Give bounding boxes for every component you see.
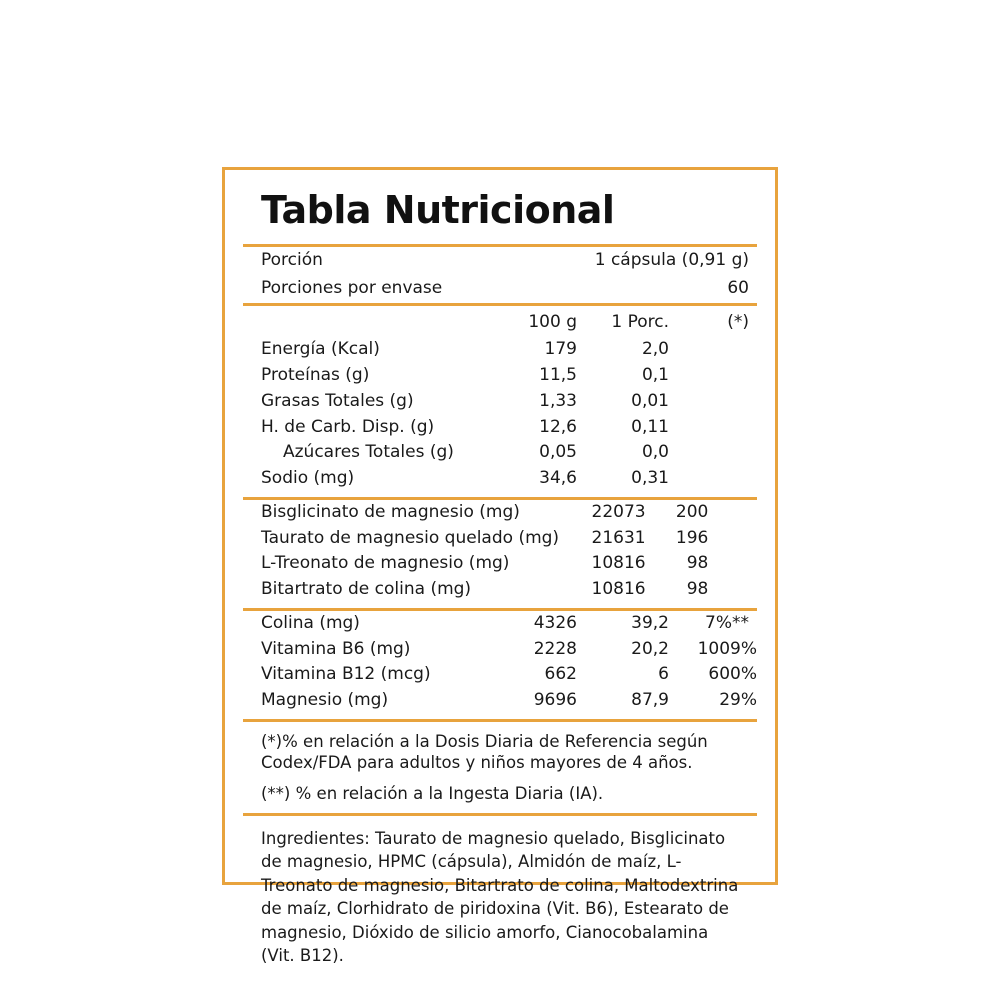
servings-per-container-value: 60: [727, 277, 749, 298]
header-per-100g: 100 g: [528, 311, 577, 332]
compound-label: Bitartrato de colina (mg): [261, 579, 472, 599]
nutrient-per-portion: 0,31: [631, 468, 669, 488]
nutrient-label: Energía (Kcal): [261, 339, 380, 360]
table-row: [243, 526, 757, 552]
nutrient-label: Azúcares Totales (g): [283, 442, 454, 463]
nutrient-daily-value: [669, 415, 757, 441]
micro-daily-value: 600%: [708, 664, 757, 685]
macros-table: [243, 306, 757, 492]
micronutrients-table: [243, 611, 757, 714]
micro-daily-value: 7%**: [705, 612, 749, 633]
compound-label: Bisglicinato de magnesio (mg): [261, 501, 520, 522]
nutrient-daily-value: [669, 389, 757, 415]
compound-daily-value: [708, 551, 757, 577]
table-row: [243, 363, 757, 389]
compound-label: L-Treonato de magnesio (mg): [261, 553, 510, 574]
compound-label: Taurato de magnesio quelado (mg): [261, 527, 560, 548]
header-spacer: [243, 306, 459, 338]
compound-per-100g: 21631: [591, 527, 646, 548]
header-daily-value: (*): [727, 311, 749, 332]
nutrient-per-portion: 2,0: [641, 339, 669, 360]
compound-daily-value: [708, 526, 757, 552]
compound-per-portion: 200: [675, 501, 709, 522]
table-row: [243, 688, 757, 714]
micro-per-portion: 20,2: [631, 638, 669, 659]
nutrient-per-100g: 34,6: [539, 468, 577, 488]
table-row: [243, 337, 757, 363]
micro-per-portion: 39,2: [631, 612, 669, 633]
nutrient-per-portion: 0,1: [641, 365, 669, 385]
nutrient-daily-value: [669, 337, 757, 363]
table-row: [243, 466, 757, 492]
table-row: [243, 440, 757, 466]
nutrient-per-100g: 12,6: [539, 416, 577, 437]
table-row: [243, 247, 757, 275]
nutrient-per-portion: 0,01: [631, 390, 669, 411]
table-row: [243, 500, 757, 526]
nutrient-per-100g: 0,05: [539, 442, 577, 463]
compound-daily-value: [708, 577, 757, 603]
micro-daily-value: 29%: [719, 690, 757, 710]
page-title: Tabla Nutricional: [261, 188, 615, 232]
table-row: [243, 637, 757, 663]
header-per-portion: 1 Porc.: [611, 311, 669, 332]
compounds-table: [243, 500, 757, 603]
compound-per-100g: 10816: [591, 579, 646, 599]
nutrient-label: Sodio (mg): [261, 468, 355, 488]
nutrient-per-100g: 1,33: [539, 390, 577, 411]
nutrient-per-100g: 11,5: [539, 365, 577, 385]
nutrient-daily-value: [669, 363, 757, 389]
table-row: [243, 577, 757, 603]
servings-per-container-label: Porciones por envase: [261, 277, 443, 298]
nutrient-per-portion: 0,0: [641, 442, 669, 463]
nutrient-label: H. de Carb. Disp. (g): [261, 416, 435, 437]
micro-per-portion: 87,9: [631, 690, 669, 710]
micro-label: Colina (mg): [261, 612, 360, 633]
table-row: [243, 611, 757, 637]
table-row: [243, 662, 757, 688]
nutrient-label: Grasas Totales (g): [261, 390, 414, 411]
compound-per-100g: 10816: [591, 553, 646, 574]
nutrient-per-portion: 0,11: [631, 416, 669, 437]
compound-per-portion: 98: [686, 553, 709, 574]
ingredients-text: Ingredientes: Taurato de magnesio quelado, Bisglicinato de magnesio, HPMC (cápsula), Almidón de maíz, L-Treonato de magnesio, Bitartrato de colina, Maltodextrina de maíz, Clorhidrato de piridoxina (Vit. B6), Estearato de magnesio, Dióxido de silicio amorfo, Cianocobalamina (Vit. B12).: [261, 829, 739, 966]
micro-per-100g: 2228: [533, 638, 577, 659]
compound-per-portion: 98: [686, 579, 709, 599]
table-row: [243, 389, 757, 415]
nutrition-facts-panel: [222, 167, 778, 966]
micro-label: Vitamina B12 (mcg): [261, 664, 431, 685]
compound-daily-value: [708, 500, 757, 526]
footnote-daily-value: (*)% en relación a la Dosis Diaria de Referencia según Codex/FDA para adultos y niños mayores de 4 años.: [261, 731, 708, 773]
serving-table: [243, 247, 757, 303]
micro-per-100g: 9696: [533, 690, 577, 710]
table-row: [243, 415, 757, 441]
column-headers-row: [243, 306, 757, 338]
micro-per-100g: 662: [544, 664, 577, 685]
compound-per-portion: 196: [675, 527, 709, 548]
nutrient-daily-value: [669, 440, 757, 466]
micro-label: Vitamina B6 (mg): [261, 638, 411, 659]
table-row: [243, 551, 757, 577]
micro-per-portion: 6: [658, 664, 669, 685]
micro-label: Magnesio (mg): [261, 690, 389, 710]
serving-label: Porción: [261, 250, 323, 270]
nutrient-label: Proteínas (g): [261, 365, 370, 385]
nutrient-daily-value: [669, 466, 757, 492]
micro-daily-value: 1009%: [697, 638, 757, 659]
footnote-intake: (**) % en relación a la Ingesta Diaria (IA).: [261, 783, 604, 803]
compound-per-100g: 22073: [591, 501, 646, 522]
table-row: [243, 275, 757, 303]
micro-per-100g: 4326: [533, 612, 577, 633]
serving-value: 1 cápsula (0,91 g): [594, 250, 749, 270]
nutrient-per-100g: 179: [544, 339, 577, 360]
